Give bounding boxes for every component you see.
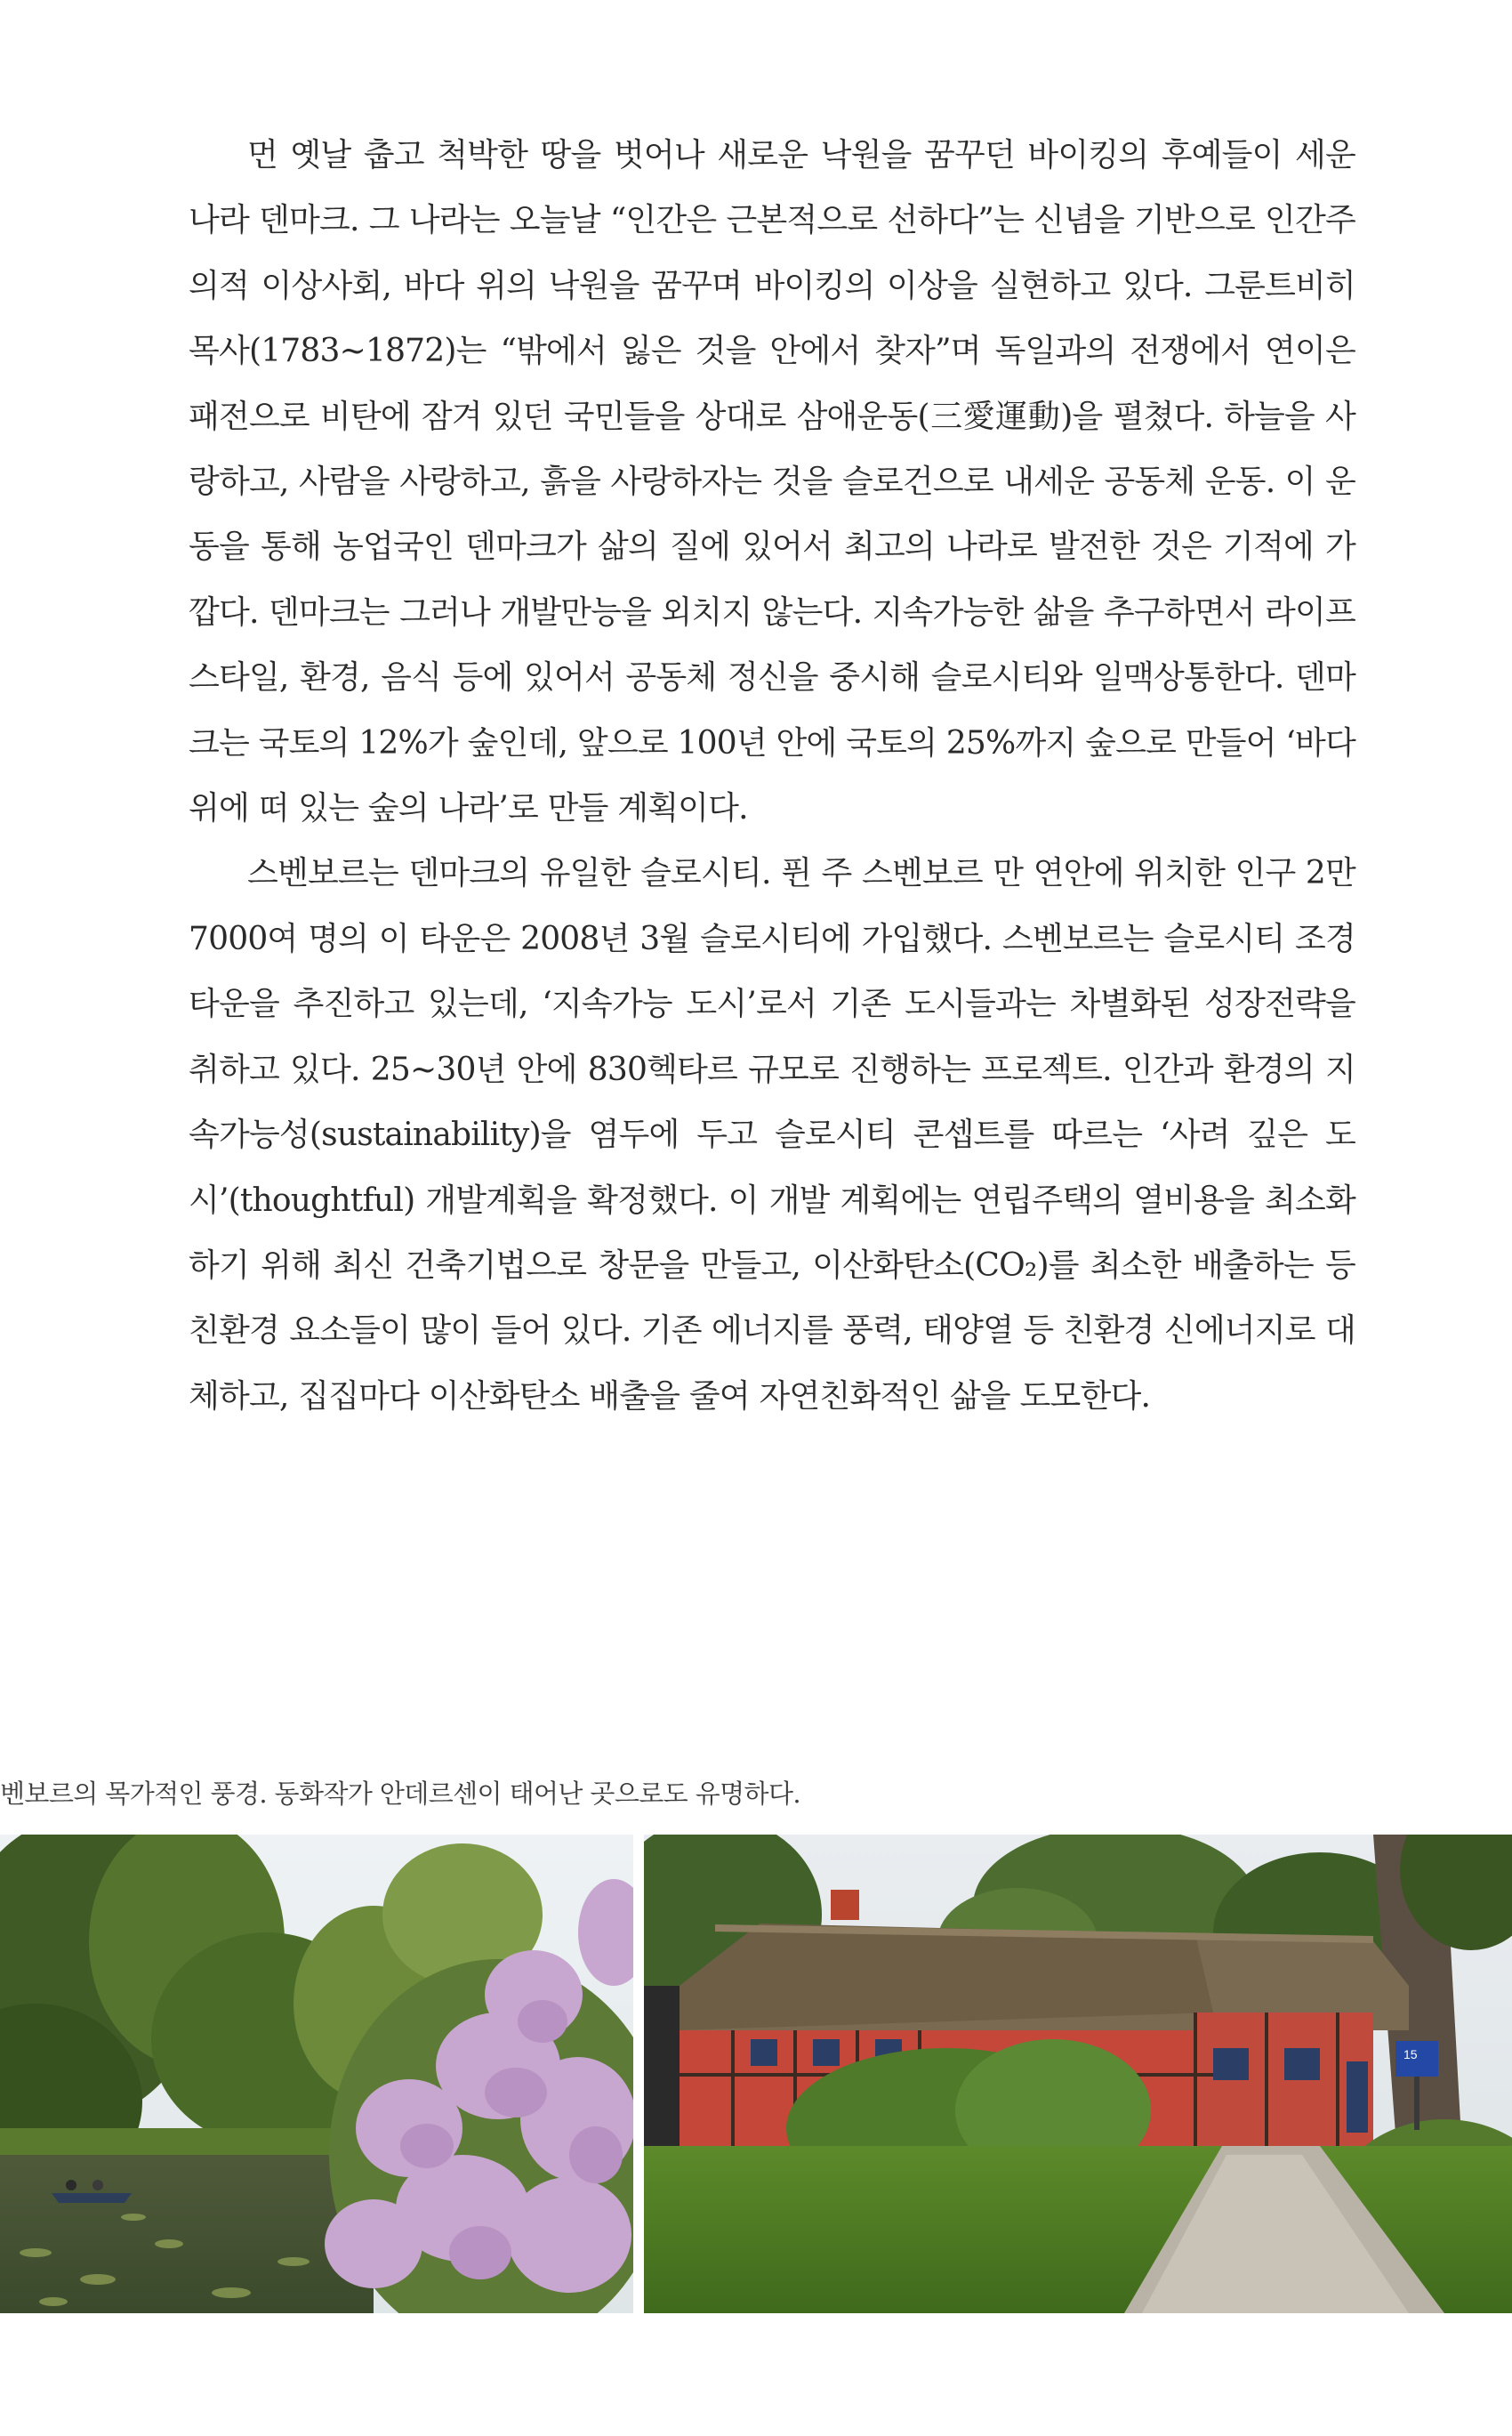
paragraph-1: 먼 옛날 춥고 척박한 땅을 벗어나 새로운 낙원을 꿈꾸던 바이킹의 후예들이 세운 나라 덴마크. 그 나라는 오늘날 “인간은 근본적으로 선하다”는 신념을 기반으로 인간주의적 이상사회, 바다 위의 낙원을 꿈꾸며 바이킹의 이상을 실현하고 있다. 그룬트비히 목사(1783~1872)는 “밖에서 잃은 것을 안에서 찾자”며 독일과의 전쟁에서 연이은 패전으로 비탄에 잠겨 있던 국민들을 상대로 삼애운동(三愛運動)을 펼쳤다. 하늘을 사랑하고, 사람을 사랑하고, 흙을 사랑하자는 것을 슬로건으로 내세운 공동체 운동. 이 운동을 통해 농업국인 덴마크가 삶의 질에 있어서 최고의 나라로 발전한 것은 기적에 가깝다. 덴마크는 그러나 개발만능을 외치지 않는다. 지속가능한 삶을 추구하면서 라이프스타일, 환경, 음식 등에 있어서 공동체 정신을 중시해 슬로시티와 일맥상통한다. 덴마크는 국토의 12%가 숲인데, 앞으로 100년 안에 국토의 25%까지 숲으로 만들어 ‘바다 위에 떠 있는 숲의 나라’로 만들 계획이다. [189, 137, 1355, 827]
lake-with-lilacs-photo [0, 1835, 633, 2313]
paragraph-2: 스벤보르는 덴마크의 유일한 슬로시티. 퓐 주 스벤보르 만 연안에 위치한 인구 2만 7000여 명의 이 타운은 2008년 3월 슬로시티에 가입했다. 스벤보르는 슬로시티 조경타운을 추진하고 있는데, ‘지속가능 도시’로서 기존 도시들과는 차별화된 성장전략을 취하고 있다. 25~30년 안에 830헥타르 규모로 진행하는 프로젝트. 인간과 환경의 지속가능성(sustainability)을 염두에 두고 슬로시티 콘셉트를 따르는 ‘사려 깊은 도시’(thoughtful) 개발계획을 확정했다. 이 개발 계획에는 연립주택의 열비용을 최소화하기 위해 최신 건축기법으로 창문을 만들고, 이산화탄소(CO₂)를 최소한 배출하는 등 친환경 요소들이 많이 들어 있다. 기존 에너지를 풍력, 태양열 등 친환경 신에너지로 대체하고, 집집마다 이산화탄소 배출을 줄여 자연친화적인 삶을 도모한다. [189, 855, 1355, 1415]
article-body [189, 123, 1355, 1429]
thatched-cottage-photo [644, 1835, 1512, 2313]
house-number-label: 15 [1403, 2047, 1418, 2061]
photo-caption: 벤보르의 목가적인 풍경. 동화작가 안데르센이 태어난 곳으로도 유명하다. [0, 1779, 800, 1809]
